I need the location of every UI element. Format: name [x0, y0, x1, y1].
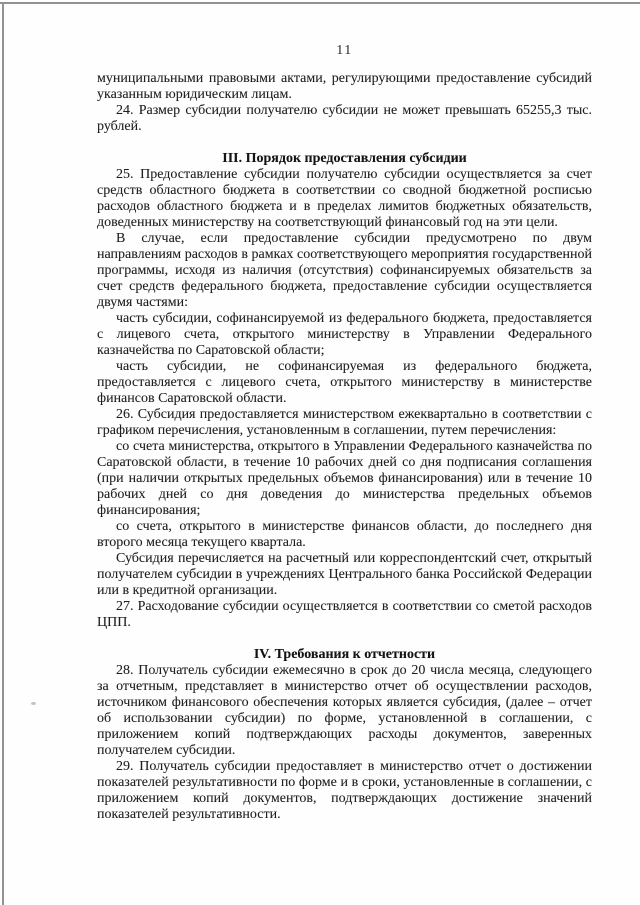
page-number: 11	[336, 43, 353, 58]
scan-edge-top-line	[0, 2, 640, 4]
paragraph-continuation: муниципальными правовыми актами, регулирующими предоставление субсидий указанным юридическим лицам.	[97, 71, 592, 102]
paragraph-26-transfer: Субсидия перечисляется на расчетный или корреспондентский счет, открытый получателем субсидии в учреждениях Центрального банка Российской Федерации или в кредитной организации.	[97, 551, 592, 598]
paragraph-26-account-treasury: со счета министерства, открытого в Управлении Федерального казначейства по Саратовской области, в течение 10 рабочих дней со дня подписания соглашения (при наличии открытых предельных объемов финансирования) или в течение 10 рабочих дней со дня доведения до министерства предельных объемов финансирования;	[97, 439, 592, 518]
section-heading-4: IV. Требования к отчетности	[253, 647, 436, 662]
paragraph-24: 24. Размер субсидии получателю субсидии не может превышать 65255,3 тыс. рублей.	[97, 103, 592, 134]
paragraph-28: 28. Получатель субсидии ежемесячно в срок до 20 числа месяца, следующего за отчетным, представляет в министерство отчет об осуществлении расходов, источником финансового обеспечения которых является субсидия, (далее – отчет об использовании субсидии) по форме, установленной в соглашении, с приложением копий подтверждающих расходы документов, заверенных получателем субсидии.	[97, 663, 592, 758]
paragraph-26: 26. Субсидия предоставляется министерством ежеквартально в соответствии с графиком перечисления, установленным в соглашении, путем перечисления:	[97, 407, 592, 438]
paragraph-29: 29. Получатель субсидии предоставляет в министерство отчет о достижении показателей результативности по форме и в сроки, установленные в соглашении, с приложением копий документов, подтверждающих достижение значений показателей результативности.	[97, 759, 592, 822]
scan-artifact-speck	[31, 702, 36, 705]
paragraph-27: 27. Расходование субсидии осуществляется в соответствии со сметой расходов ЦПП.	[97, 599, 592, 630]
scan-edge-left-line	[2, 2, 4, 905]
document-body	[97, 71, 592, 823]
paragraph-26-account-finance: со счета, открытого в министерстве финансов области, до последнего дня второго месяца текущего квартала.	[97, 519, 592, 550]
paragraph-25-part-federal: часть субсидии, софинансируемой из федерального бюджета, предоставляется с лицевого счета, открытого министерству в Управлении Федерального казначейства по Саратовской области;	[97, 311, 592, 358]
paragraph-25-case: В случае, если предоставление субсидии предусмотрено по двум направлениям расходов в рамках соответствующего мероприятия государственной программы, исходя из наличия (отсутствия) софинансируемых обязательств за счет средств федерального бюджета, предоставление субсидии осуществляется двумя частями:	[97, 231, 592, 310]
section-heading-3: III. Порядок предоставления субсидии	[222, 151, 467, 166]
paragraph-25-part-regional: часть субсидии, не софинансируемая из федерального бюджета, предоставляется с лицевого счета, открытого министерству в министерстве финансов Саратовской области.	[97, 359, 592, 406]
paragraph-25: 25. Предоставление субсидии получателю субсидии осуществляется за счет средств областного бюджета в соответствии со сводной бюджетной росписью расходов областного бюджета и в пределах лимитов бюджетных обязательств, доведенных министерству на соответствующий финансовый год на эти цели.	[97, 167, 592, 230]
